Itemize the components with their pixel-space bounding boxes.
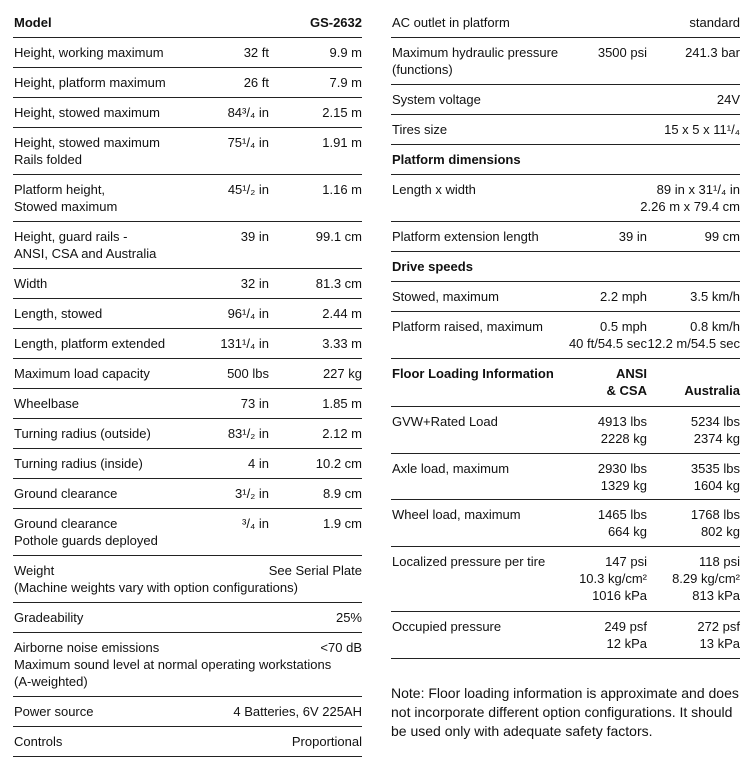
power-value: 4 Batteries, 6V 225AH	[233, 704, 362, 719]
floor-loading-heading-row	[391, 359, 740, 407]
noise-value: <70 dB	[320, 640, 362, 655]
spec-imperial: 83¹/₂ in	[227, 426, 269, 441]
platform-dimensions-heading-row	[391, 145, 740, 175]
spec-imperial: 75¹/₄ in	[227, 135, 269, 150]
weight-label: Weight	[14, 563, 55, 578]
spec-imperial: 73 in	[240, 396, 269, 411]
ac-outlet-value: standard	[689, 15, 740, 30]
spec-row	[13, 269, 362, 299]
model-label: Model	[14, 15, 52, 30]
controls-row	[13, 727, 362, 757]
tires-label: Tires size	[392, 122, 448, 137]
hydraulic-imperial: 3500 psi	[597, 45, 647, 60]
floor-loading-label: Occupied pressure	[392, 619, 502, 634]
right-spec-table	[391, 8, 740, 659]
floor-loading-label: GVW+Rated Load	[392, 414, 498, 429]
ac-outlet-row	[391, 8, 740, 38]
spec-row	[13, 419, 362, 449]
spec-label: Wheelbase	[14, 396, 80, 411]
spec-label: Ground clearance Pothole guards deployed	[14, 516, 158, 548]
floor-loading-label: Axle load, maximum	[392, 461, 510, 476]
spec-label: Height, platform maximum	[14, 75, 166, 90]
spec-row	[13, 359, 362, 389]
voltage-row	[391, 85, 740, 115]
spec-imperial: 32 ft	[243, 45, 269, 60]
floor-loading-australia: 3535 lbs 1604 kg	[690, 461, 740, 493]
spec-metric: 99.1 cm	[315, 229, 362, 244]
spec-imperial: 84³/₄ in	[227, 105, 269, 120]
spec-label: Height, stowed maximum Rails folded	[14, 135, 160, 167]
spec-label: Height, guard rails - ANSI, CSA and Australia	[14, 229, 157, 261]
raised-speed-metric-2: 12.2 m/54.5 sec	[647, 336, 740, 351]
power-label: Power source	[14, 704, 94, 719]
floor-loading-heading: Floor Loading Information	[392, 366, 554, 381]
tires-row	[391, 115, 740, 145]
noise-label: Airborne noise emissions	[14, 640, 160, 655]
spec-imperial: 4 in	[248, 456, 269, 471]
floor-loading-row	[391, 454, 740, 500]
spec-row	[13, 449, 362, 479]
spec-imperial: 500 lbs	[227, 366, 269, 381]
floor-loading-ansi: 1465 lbs 664 kg	[597, 507, 647, 539]
floor-loading-australia: 5234 lbs 2374 kg	[690, 414, 740, 446]
spec-imperial: 131¹/₄ in	[220, 336, 269, 351]
raised-speed-imperial-2: 40 ft/54.5 sec	[568, 336, 647, 351]
spec-row	[13, 128, 362, 175]
spec-row	[13, 389, 362, 419]
floor-loading-australia: 118 psi 8.29 kg/cm² 813 kPa	[672, 554, 740, 603]
left-spec-table	[13, 8, 362, 757]
extension-metric: 99 cm	[704, 229, 740, 244]
spec-metric: 3.33 m	[322, 336, 362, 351]
extension-label: Platform extension length	[392, 229, 539, 244]
model-header-row	[13, 8, 362, 38]
raised-speed-row	[391, 312, 740, 359]
extension-imperial: 39 in	[618, 229, 647, 244]
spec-label: Ground clearance	[14, 486, 118, 501]
spec-row	[13, 299, 362, 329]
spec-imperial: 96¹/₄ in	[227, 306, 269, 321]
spec-metric: 227 kg	[322, 366, 362, 381]
floor-loading-row	[391, 500, 740, 547]
tires-value: 15 x 5 x 11¹/₄	[664, 122, 740, 137]
floor-loading-ansi: 147 psi 10.3 kg/cm² 1016 kPa	[579, 554, 647, 603]
length-width-label: Length x width	[392, 182, 476, 197]
spec-label: Length, stowed	[14, 306, 103, 321]
floor-loading-ansi: 4913 lbs 2228 kg	[597, 414, 647, 446]
raised-speed-label: Platform raised, maximum	[392, 319, 543, 334]
gradeability-row	[13, 603, 362, 633]
spec-label: Height, working maximum	[14, 45, 164, 60]
floor-loading-ansi: 249 psf 12 kPa	[604, 619, 647, 651]
spec-metric: 9.9 m	[329, 45, 362, 60]
floor-loading-ansi: 2930 lbs 1329 kg	[597, 461, 647, 493]
spec-label: Turning radius (outside)	[14, 426, 151, 441]
spec-row	[13, 329, 362, 359]
spec-row	[13, 98, 362, 128]
spec-label: Turning radius (inside)	[14, 456, 143, 471]
drive-speeds-heading: Drive speeds	[392, 259, 473, 274]
spec-metric: 1.9 cm	[322, 516, 362, 531]
stowed-speed-row	[391, 282, 740, 312]
hydraulic-label: Maximum hydraulic pressure (functions)	[392, 45, 559, 77]
spec-label: Width	[14, 276, 48, 291]
spec-label: Height, stowed maximum	[14, 105, 160, 120]
spec-row	[13, 68, 362, 98]
length-width-row	[391, 175, 740, 222]
spec-metric: 1.85 m	[322, 396, 362, 411]
floor-loading-col-ansi: ANSI & CSA	[606, 366, 647, 398]
hydraulic-row	[391, 38, 740, 85]
weight-value: See Serial Plate	[268, 563, 362, 578]
spec-row	[13, 38, 362, 68]
noise-note: Maximum sound level at normal operating workstations (A-weighted)	[14, 657, 332, 689]
spec-label: Platform height, Stowed maximum	[14, 182, 118, 214]
spec-row	[13, 222, 362, 269]
floor-loading-note: Note: Floor loading information is approximate and does not incorporate different option configurations. It should be used only with adequate safety factors.	[391, 685, 739, 739]
spec-label: Maximum load capacity	[14, 366, 150, 381]
spec-row	[13, 479, 362, 509]
spec-row	[13, 509, 362, 556]
floor-loading-label: Localized pressure per tire	[392, 554, 546, 569]
spec-metric: 81.3 cm	[315, 276, 362, 291]
extension-row	[391, 222, 740, 252]
floor-loading-row	[391, 407, 740, 454]
spec-imperial: 39 in	[240, 229, 269, 244]
stowed-speed-imperial: 2.2 mph	[600, 289, 647, 304]
model-value: GS-2632	[309, 15, 362, 30]
weight-row	[13, 556, 362, 603]
drive-speeds-heading-row	[391, 252, 740, 282]
ac-outlet-label: AC outlet in platform	[392, 15, 510, 30]
spec-row	[13, 175, 362, 222]
gradeability-label: Gradeability	[14, 610, 84, 625]
stowed-speed-label: Stowed, maximum	[392, 289, 499, 304]
spec-imperial: 26 ft	[243, 75, 269, 90]
length-width-imperial: 89 in x 31¹/₄ in	[656, 182, 740, 197]
spec-imperial: 45¹/₂ in	[227, 182, 269, 197]
controls-value: Proportional	[291, 734, 362, 749]
voltage-value: 24V	[716, 92, 740, 107]
raised-speed-metric: 0.8 km/h	[690, 319, 740, 334]
spec-metric: 2.12 m	[322, 426, 362, 441]
spec-metric: 1.91 m	[322, 135, 362, 150]
stowed-speed-metric: 3.5 km/h	[690, 289, 740, 304]
hydraulic-metric: 241.3 bar	[685, 45, 740, 60]
spec-imperial: 32 in	[240, 276, 269, 291]
floor-loading-label: Wheel load, maximum	[392, 507, 521, 522]
spec-metric: 10.2 cm	[315, 456, 362, 471]
voltage-label: System voltage	[392, 92, 481, 107]
raised-speed-imperial: 0.5 mph	[600, 319, 647, 334]
platform-dimensions-heading: Platform dimensions	[392, 152, 521, 167]
weight-note: (Machine weights vary with option configurations)	[14, 580, 298, 595]
spec-metric: 7.9 m	[329, 75, 362, 90]
noise-row	[13, 633, 362, 697]
spec-imperial: 3¹/₂ in	[235, 486, 269, 501]
floor-loading-australia: 272 psf 13 kPa	[697, 619, 740, 651]
controls-label: Controls	[14, 734, 63, 749]
spec-imperial: ³/₄ in	[242, 516, 269, 531]
spec-metric: 1.16 m	[322, 182, 362, 197]
power-row	[13, 697, 362, 727]
spec-metric: 8.9 cm	[322, 486, 362, 501]
floor-loading-col-australia: Australia	[684, 383, 740, 398]
spec-metric: 2.15 m	[322, 105, 362, 120]
floor-loading-row	[391, 547, 740, 612]
floor-loading-australia: 1768 lbs 802 kg	[690, 507, 740, 539]
spec-label: Length, platform extended	[14, 336, 166, 351]
spec-metric: 2.44 m	[322, 306, 362, 321]
floor-loading-row	[391, 612, 740, 659]
gradeability-value: 25%	[335, 610, 362, 625]
length-width-metric: 2.26 m x 79.4 cm	[640, 199, 740, 214]
